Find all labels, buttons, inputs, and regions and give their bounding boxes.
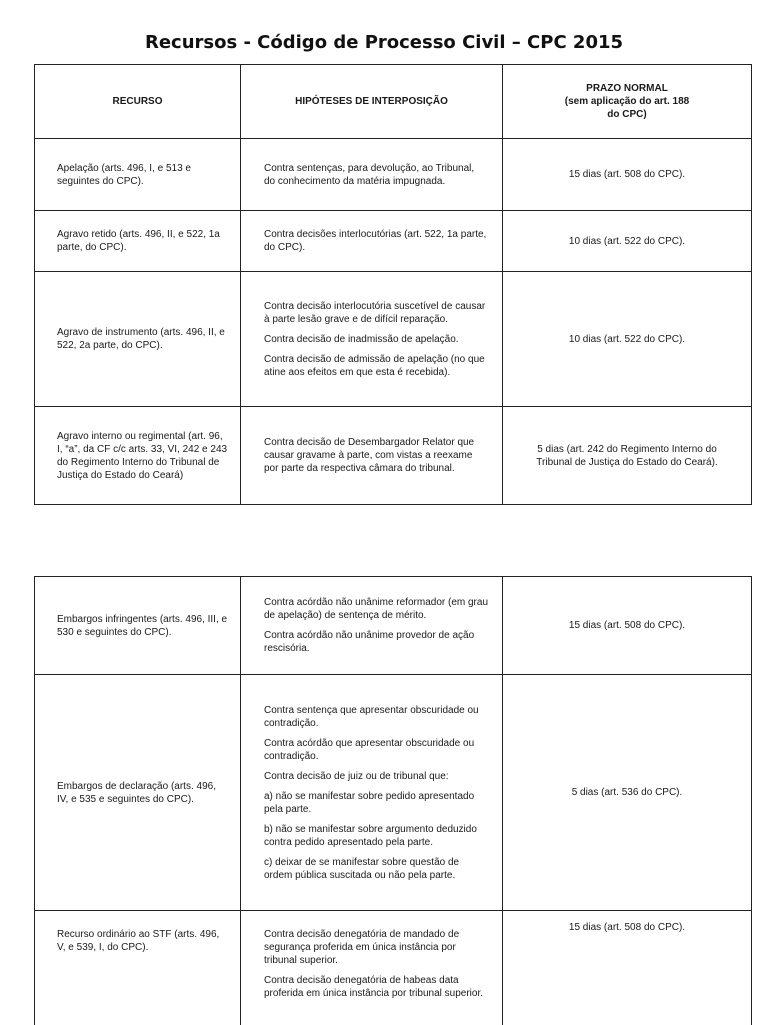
prazo-cell: 10 dias (art. 522 do CPC).	[503, 272, 752, 407]
hipotese-item: b) não se manifestar sobre argumento deduzido contra pedido apresentado pela parte.	[264, 823, 477, 848]
hipoteses-cell	[241, 407, 503, 505]
hipoteses-cell	[241, 911, 503, 1025]
hipotese-item: Contra decisão de admissão de apelação (no que atine aos efeitos em que esta é recebida).	[264, 353, 485, 378]
header-prazo-line-2: (sem aplicação do art. 188	[564, 96, 690, 107]
recurso-cell: Recurso ordinário ao STF (arts. 496, V, e 539, I, do CPC).	[35, 911, 241, 1025]
hipotese-item: Contra decisão de juiz ou de tribunal que:	[264, 770, 449, 782]
hipoteses-cell	[241, 211, 503, 272]
hipotese-item: Contra decisão denegatória de habeas data proferida em única instância por tribunal superior.	[264, 975, 484, 999]
recurso-cell: Agravo interno ou regimental (art. 96, I, “a”, da CF c/c arts. 33, VI, 242 e 243 do Regimento Interno do Tribunal de Justiça do Estado do Ceará)	[35, 407, 241, 505]
header-hipoteses: HIPÓTESES DE INTERPOSIÇÃO	[241, 65, 503, 139]
table-row	[35, 675, 752, 911]
hipoteses-cell	[241, 577, 503, 675]
hipotese-item: Contra sentenças, para devolução, ao Tribunal, do conhecimento da matéria impugnada.	[264, 162, 475, 187]
prazo-cell: 15 dias (art. 508 do CPC).	[503, 577, 752, 675]
recursos-table-part-2	[34, 576, 752, 1025]
hipotese-item: c) deixar de se manifestar sobre questão de ordem pública suscitada ou não pela parte.	[264, 856, 460, 881]
header-prazo	[503, 65, 752, 139]
table-row	[35, 911, 752, 1025]
recurso-cell: Embargos infringentes (arts. 496, III, e 530 e seguintes do CPC).	[35, 577, 241, 675]
hipoteses-cell	[241, 272, 503, 407]
hipotese-item: Contra decisão de Desembargador Relator que causar gravame à parte, com vistas a reexame por parte da respectiva câmara do tribunal.	[264, 437, 475, 474]
prazo-cell: 5 dias (art. 242 do Regimento Interno do Tribunal de Justiça do Estado do Ceará).	[503, 407, 752, 505]
table-row	[35, 407, 752, 505]
hipotese-item: a) não se manifestar sobre pedido apresentado pela parte.	[264, 790, 475, 815]
hipotese-item: Contra decisões interlocutórias (art. 522, 1a parte, do CPC).	[264, 229, 487, 253]
prazo-cell: 15 dias (art. 508 do CPC).	[503, 139, 752, 211]
table-row	[35, 211, 752, 272]
hipotese-item: Contra acórdão não unânime provedor de ação rescisória.	[264, 630, 475, 654]
header-row	[35, 65, 752, 139]
table-row	[35, 577, 752, 675]
recursos-table-part-1	[34, 64, 752, 505]
table-row	[35, 272, 752, 407]
hipotese-item: Contra decisão interlocutória suscetível de causar à parte lesão grave e de difícil reparação.	[264, 300, 486, 325]
hipoteses-cell	[241, 139, 503, 211]
table-row	[35, 139, 752, 211]
prazo-cell: 15 dias (art. 508 do CPC).	[503, 911, 752, 1025]
hipotese-item: Contra sentença que apresentar obscuridade ou contradição.	[264, 704, 479, 729]
header-recurso: RECURSO	[35, 65, 241, 139]
prazo-cell: 5 dias (art. 536 do CPC).	[503, 675, 752, 911]
page-title: Recursos - Código de Processo Civil – CPC 2015	[144, 32, 624, 53]
prazo-cell: 10 dias (art. 522 do CPC).	[503, 211, 752, 272]
recurso-cell: Embargos de declaração (arts. 496, IV, e 535 e seguintes do CPC).	[35, 675, 241, 911]
hipotese-item: Contra acórdão que apresentar obscuridade ou contradição.	[264, 737, 475, 762]
hipoteses-cell	[241, 675, 503, 911]
recurso-cell: Agravo retido (arts. 496, II, e 522, 1a parte, do CPC).	[35, 211, 241, 272]
hipotese-item: Contra acórdão não unânime reformador (em grau de apelação) de sentença de mérito.	[264, 597, 489, 621]
hipotese-item: Contra decisão de inadmissão de apelação.	[264, 333, 459, 345]
hipotese-item: Contra decisão denegatória de mandado de segurança proferida em única instância por tribunal superior.	[264, 929, 460, 966]
header-prazo-line-3: do CPC)	[607, 109, 647, 120]
header-prazo-line-1: PRAZO NORMAL	[586, 83, 668, 94]
recurso-cell: Agravo de instrumento (arts. 496, II, e 522, 2a parte, do CPC).	[35, 272, 241, 407]
recurso-cell: Apelação (arts. 496, I, e 513 e seguintes do CPC).	[35, 139, 241, 211]
